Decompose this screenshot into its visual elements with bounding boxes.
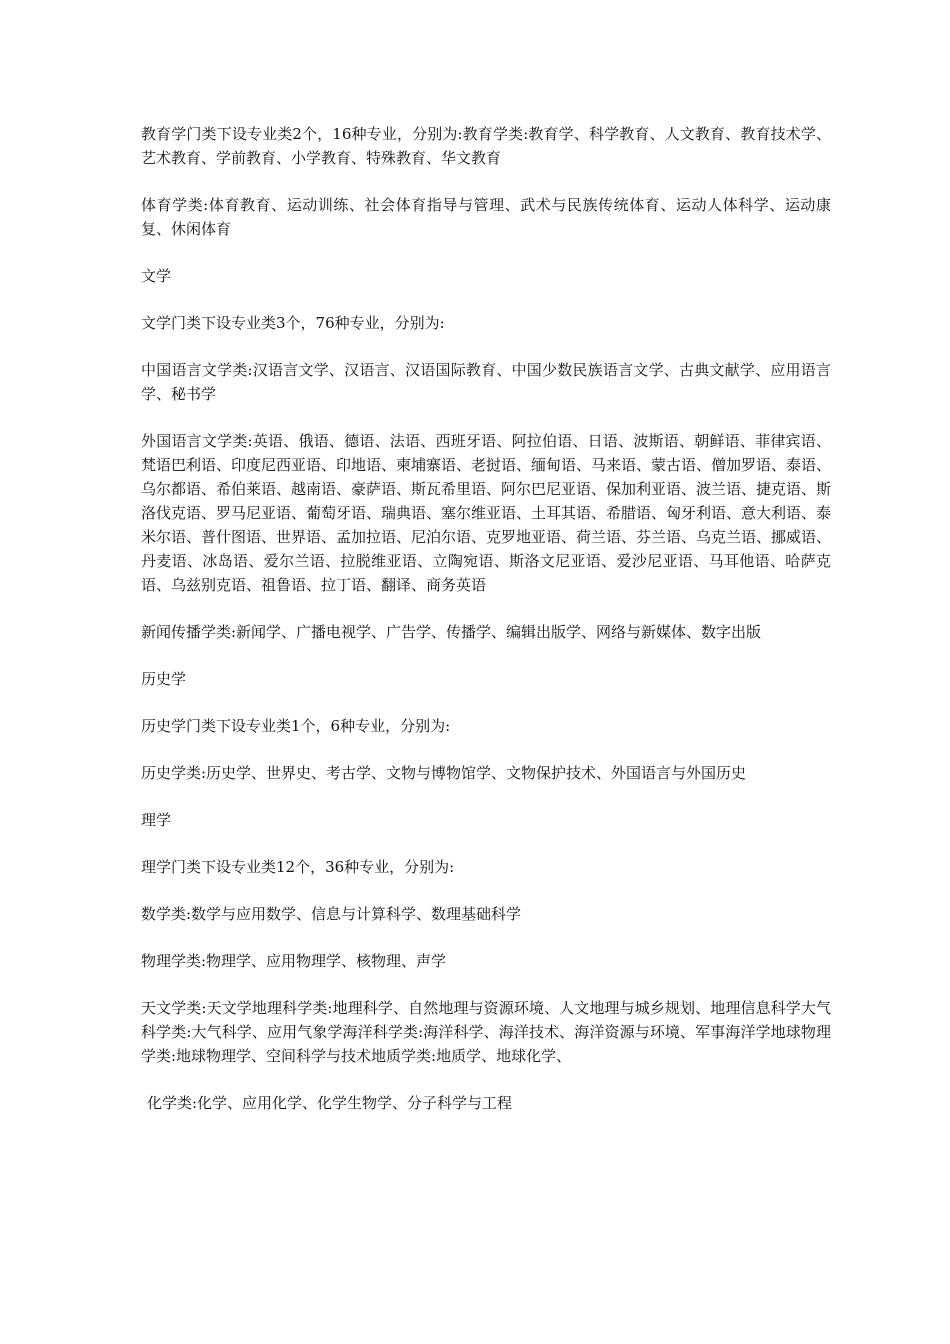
paragraph-chemistry: 化学类:化学、应用化学、化学生物学、分子科学与工程: [147, 1094, 513, 1112]
heading-literature: 文学: [141, 267, 172, 285]
paragraph-mathematics: 数学类:数学与应用数学、信息与计算科学、数理基础科学: [141, 905, 522, 923]
paragraph-journalism: 新闻传播学类:新闻学、广播电视学、广告学、传播学、编辑出版学、网络与新媒体、数字出版: [141, 623, 762, 641]
heading-science: 理学: [141, 811, 172, 829]
document-body: [141, 122, 831, 1138]
paragraph-chinese-language: 中国语言文学类:汉语言文学、汉语言、汉语国际教育、中国少数民族语言文学、古典文献学、应用语言学、秘书学: [141, 361, 831, 403]
heading-history: 历史学: [141, 670, 187, 688]
paragraph-science-overview: 理学门类下设专业类12个，36种专业，分别为:: [141, 858, 455, 876]
paragraph-history-overview: 历史学门类下设专业类1个，6种专业，分别为:: [141, 717, 451, 735]
paragraph-sports-category: 体育学类:体育教育、运动训练、社会体育指导与管理、武术与民族传统体育、运动人体科学、运动康复、休闲体育: [141, 196, 831, 238]
paragraph-history-category: 历史学类:历史学、世界史、考古学、文物与博物馆学、文物保护技术、外国语言与外国历史: [141, 764, 747, 782]
paragraph-astronomy-geoscience: 天文学类:天文学地理科学类:地理科学、自然地理与资源环境、人文地理与城乡规划、地理信息科学大气科学类:大气科学、应用气象学海洋科学类:海洋科学、海洋技术、海洋资源与环境、军事海洋学地球物理学类:地球物理学、空间科学与技术地质学类:地质学、地球化学、: [141, 999, 831, 1065]
paragraph-physics: 物理学类:物理学、应用物理学、核物理、声学: [141, 952, 447, 970]
paragraph-literature-overview: 文学门类下设专业类3个，76种专业，分别为:: [141, 314, 445, 332]
paragraph-foreign-languages: 外国语言文学类:英语、俄语、德语、法语、西班牙语、阿拉伯语、日语、波斯语、朝鲜语、菲律宾语、梵语巴利语、印度尼西亚语、印地语、柬埔寨语、老挝语、缅甸语、马来语、蒙古语、僧加罗语、泰语、乌尔都语、希伯莱语、越南语、豪萨语、斯瓦希里语、阿尔巴尼亚语、保加利亚语、波兰语、捷克语、斯洛伐克语、罗马尼亚语、葡萄牙语、瑞典语、塞尔维亚语、土耳其语、希腊语、匈牙利语、意大利语、泰米尔语、普什图语、世界语、孟加拉语、尼泊尔语、克罗地亚语、荷兰语、芬兰语、乌克兰语、挪威语、丹麦语、冰岛语、爱尔兰语、拉脱维亚语、立陶宛语、斯洛文尼亚语、爱沙尼亚语、马耳他语、哈萨克语、乌兹别克语、祖鲁语、拉丁语、翻译、商务英语: [141, 432, 832, 594]
paragraph-education-overview: 教育学门类下设专业类2个，16种专业，分别为:教育学类:教育学、科学教育、人文教育、教育技术学、艺术教育、学前教育、小学教育、特殊教育、华文教育: [141, 125, 831, 167]
